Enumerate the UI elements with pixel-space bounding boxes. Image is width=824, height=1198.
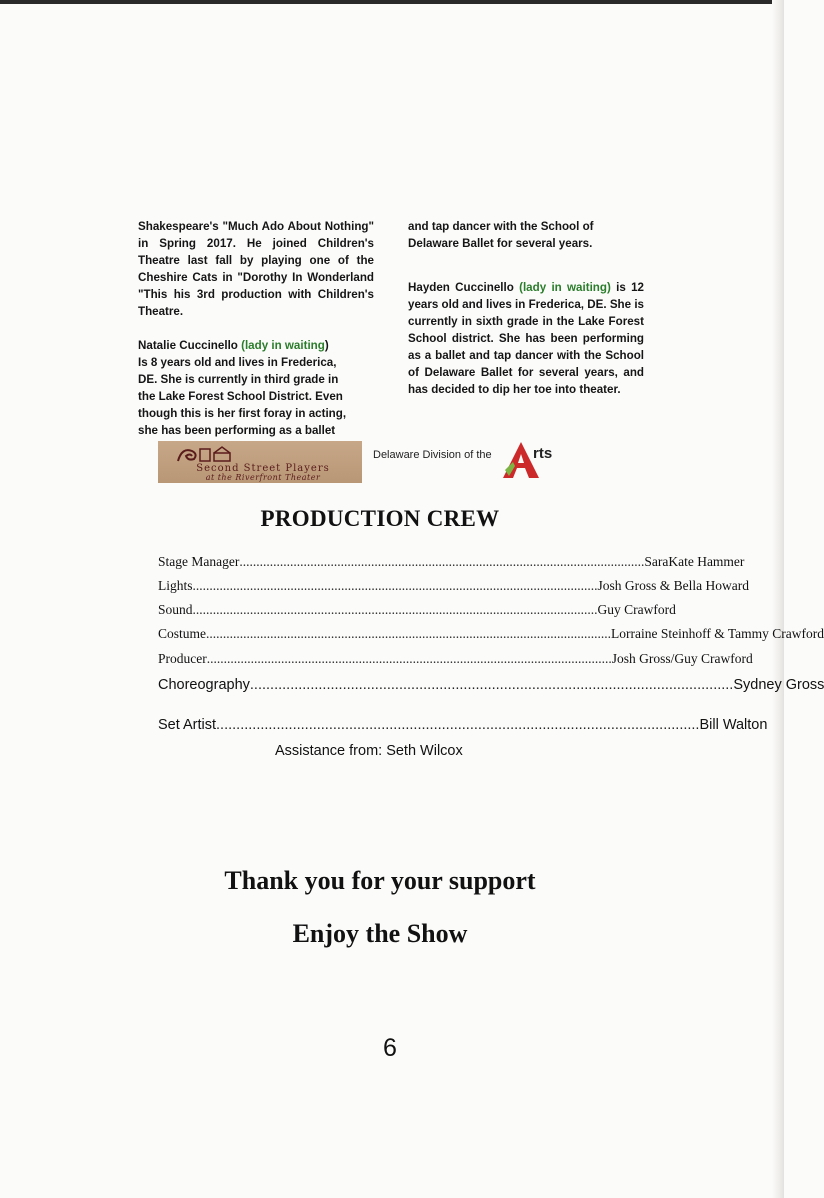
cast-role: (lady in waiting) (519, 281, 611, 294)
bio-text: is 12 years old and lives in Frederica, DE. She is currently in sixth grade in the Lake Forest School district. She has been performing as a ballet and tap dancer with the School of Delaware Ballet for several years, and has decided to dip her toe into theater. (408, 281, 644, 396)
crew-row: Choreography ........................................................................................................................ Sydney Gross (158, 677, 824, 693)
crew-role: Choreography (158, 677, 250, 693)
top-edge-line (0, 0, 784, 4)
delaware-arts-logo (373, 440, 573, 480)
production-crew-title: PRODUCTION CREW (260, 506, 500, 531)
crew-row: Lights ........................................................................................................................ Josh Gross & Bella Howard (158, 578, 750, 593)
cast-role: (lady in waiting (241, 339, 325, 352)
bio-line: the Lake Forest School District. Even (138, 390, 343, 403)
bio-column-right (408, 218, 644, 398)
crew-row: Set Artist ........................................................................................................................ Bill Walton (158, 717, 768, 733)
crew-name: Guy Crawford (597, 602, 676, 617)
crew-role: Costume (158, 626, 207, 641)
crew-name: Sydney Gross (733, 677, 824, 693)
cast-name: Natalie Cuccinello (138, 339, 242, 352)
bio-line: Is 8 years old and lives in Frederica, (138, 356, 337, 369)
crew-name: Lorraine Steinhoff & Tammy Crawford (611, 626, 824, 641)
page-number: 6 (383, 1034, 397, 1062)
logo-text: Delaware Division of the (373, 449, 492, 461)
bio-natalie: Natalie Cuccinello (lady in waiting) Is 8 years old and lives in Frederica, DE. She is currently in third grade in the Lake Forest School District. Even though this is her first foray in acting, she has been performing as a ballet (138, 339, 347, 437)
crew-name: Bill Walton (699, 717, 768, 733)
assistance-credit: Assistance from: Seth Wilcox (275, 743, 463, 759)
second-street-players-logo (158, 441, 362, 483)
bio-line: she has been performing as a ballet (138, 424, 336, 437)
logo-title: Second Street Players (196, 463, 330, 474)
crew-name: SaraKate Hammer (644, 554, 745, 569)
crew-row: Producer ........................................................................................................................ Josh Gross/Guy Crawford (158, 651, 753, 666)
crew-name: Josh Gross/Guy Crawford (611, 651, 753, 666)
crew-role: Stage Manager (158, 554, 240, 569)
crew-row: Stage Manager ........................................................................................................................ SaraKate Hammer (158, 554, 745, 569)
logo-subtitle: at the Riverfront Theater (205, 473, 321, 482)
logo-arts-text: rts (533, 445, 553, 462)
crew-role: Lights (158, 578, 193, 593)
crew-role: Set Artist (158, 717, 217, 733)
bio-column-left (138, 218, 374, 439)
bio-paragraph-continued: Shakespeare's "Much Ado About Nothing" in Spring 2017. He joined Children's Theatre last fall by playing one of the Cheshire Cats in "Dorothy In Wonderland "This his 3rd production with Children's Theatre. (138, 220, 374, 318)
bio-line: though this is her first foray in acting, (138, 407, 347, 420)
cast-name: Hayden Cuccinello (408, 281, 520, 294)
crew-role: Sound (158, 602, 193, 617)
bio-hayden (408, 279, 644, 398)
crew-role: Producer (158, 651, 207, 666)
enjoy-show-heading: Enjoy the Show (292, 919, 468, 948)
bio-line: DE. She is currently in third grade in (138, 373, 339, 386)
crew-name: Josh Gross & Bella Howard (597, 578, 750, 593)
theater-building-icon (176, 445, 234, 463)
page-edge-shadow (772, 0, 784, 1198)
bio-paragraph-continued: and tap dancer with the School of Delaware Ballet for several years. (408, 220, 594, 250)
crew-row: Costume ........................................................................................................................ Lorraine Steinhoff & Tammy Crawford (158, 626, 824, 641)
thank-you-heading: Thank you for your support (224, 866, 536, 895)
crew-row: Sound ........................................................................................................................ Guy Crawford (158, 602, 676, 617)
